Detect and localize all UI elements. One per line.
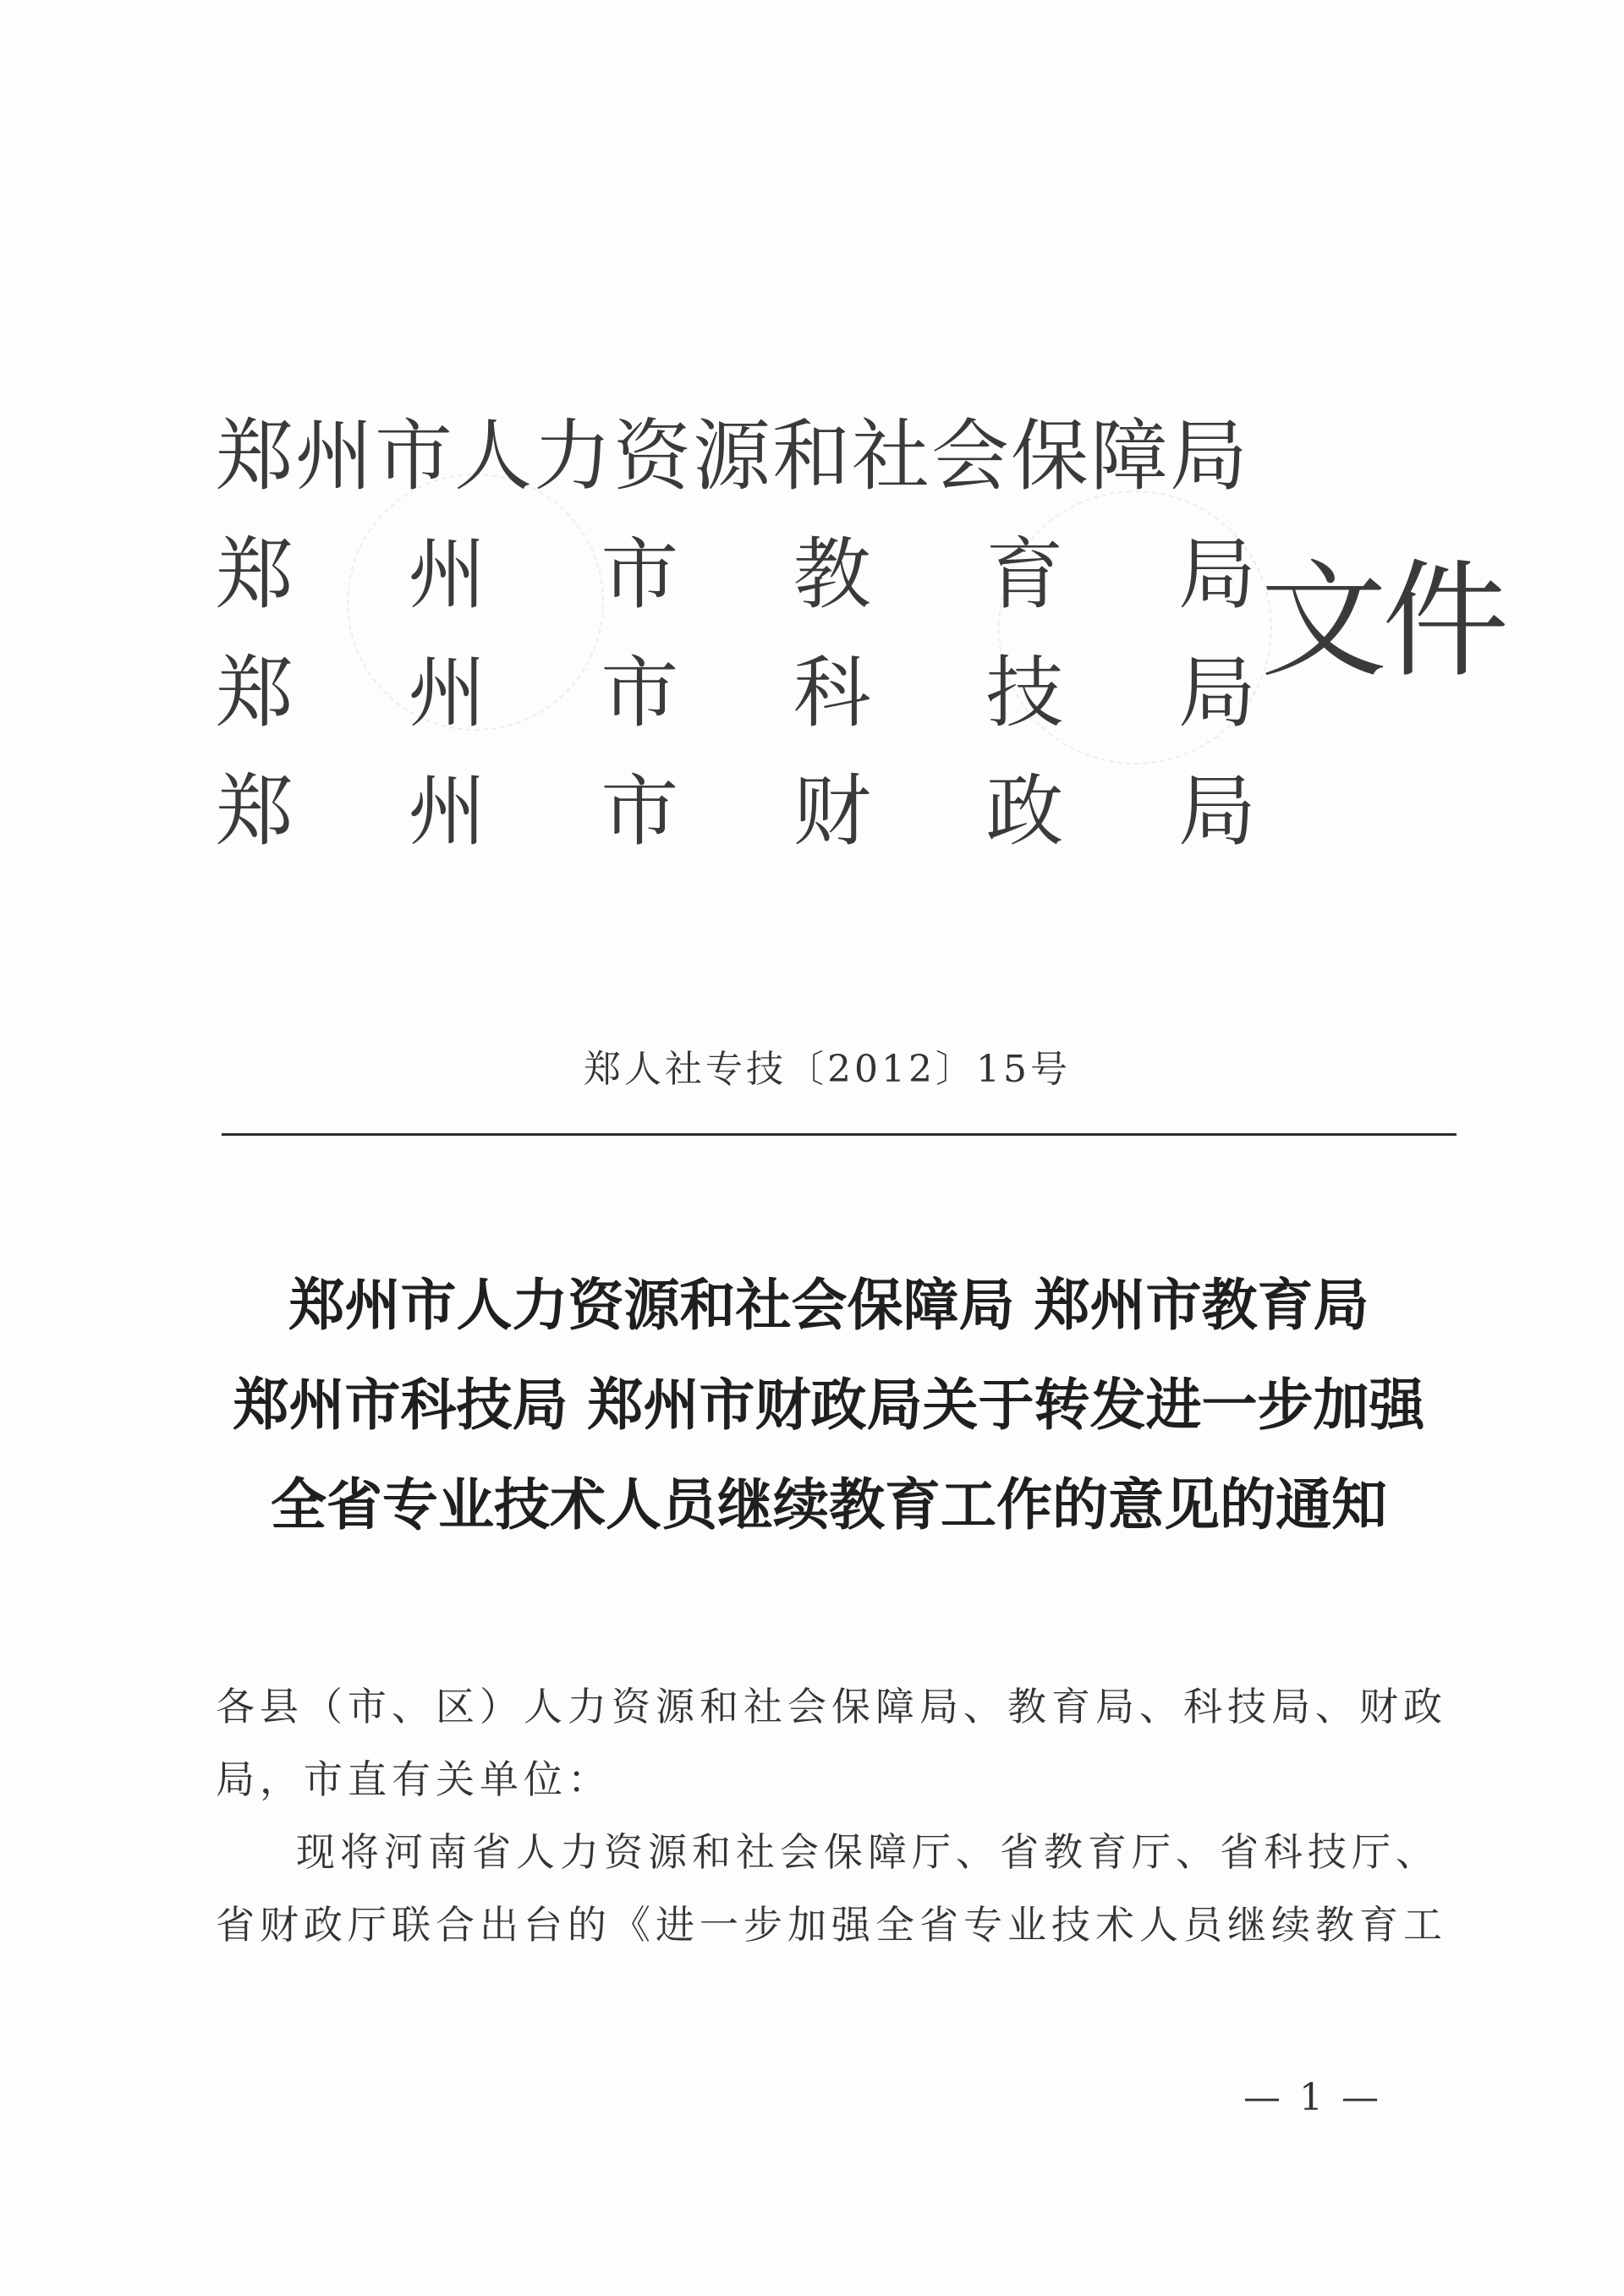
body-paragraph-line: 省财政厅联合出台的《进一步加强全省专业技术人员继续教育工 [216, 1902, 1447, 1948]
masthead-char: 财 [793, 766, 871, 857]
title-line: 全省专业技术人员继续教育工作的意见的通知 [271, 1472, 1387, 1537]
title-line: 郑州市人力资源和社会保障局 郑州市教育局 [288, 1273, 1369, 1338]
masthead-char: 市 [601, 648, 679, 738]
masthead [216, 397, 1256, 871]
masthead-char: 政 [985, 766, 1064, 857]
masthead-row-education [216, 516, 1256, 634]
masthead-char: 市 [601, 766, 679, 857]
masthead-org-hrss: 郑州市人力资源和社会保障局 [216, 411, 1250, 501]
masthead-document-suffix: 文件 [1260, 548, 1505, 695]
masthead-char: 局 [1177, 529, 1256, 620]
masthead-char: 科 [793, 648, 871, 738]
masthead-char: 市 [601, 529, 679, 620]
salutation-line: 各县（市、区）人力资源和社会保障局、教育局、科技局、财政 [216, 1684, 1447, 1729]
body-paragraph-line: 现将河南省人力资源和社会保障厅、省教育厅、省科技厅、 [296, 1829, 1440, 1875]
masthead-char: 郑 [216, 766, 294, 857]
masthead-char: 局 [1177, 648, 1256, 738]
page-number: — 1 — [1243, 2076, 1382, 2119]
masthead-row-hrss [216, 397, 1256, 516]
document-body [216, 1670, 1451, 1961]
masthead-char: 州 [408, 648, 486, 738]
masthead-char: 教 [793, 529, 871, 620]
document-title [211, 1256, 1446, 1555]
header-divider-line [222, 1133, 1457, 1136]
salutation-line: 局，市直有关单位： [216, 1756, 612, 1802]
masthead-char: 州 [408, 529, 486, 620]
masthead-char: 局 [1177, 766, 1256, 857]
masthead-char: 技 [985, 648, 1064, 738]
title-line: 郑州市科技局 郑州市财政局关于转发进一步加强 [233, 1373, 1425, 1438]
masthead-char: 育 [985, 529, 1064, 620]
masthead-char: 郑 [216, 529, 294, 620]
document-number: 郑人社专技〔2012〕15号 [584, 1048, 1071, 1091]
masthead-char: 郑 [216, 648, 294, 738]
masthead-row-science [216, 634, 1256, 753]
masthead-row-finance [216, 753, 1256, 871]
masthead-char: 州 [408, 766, 486, 857]
